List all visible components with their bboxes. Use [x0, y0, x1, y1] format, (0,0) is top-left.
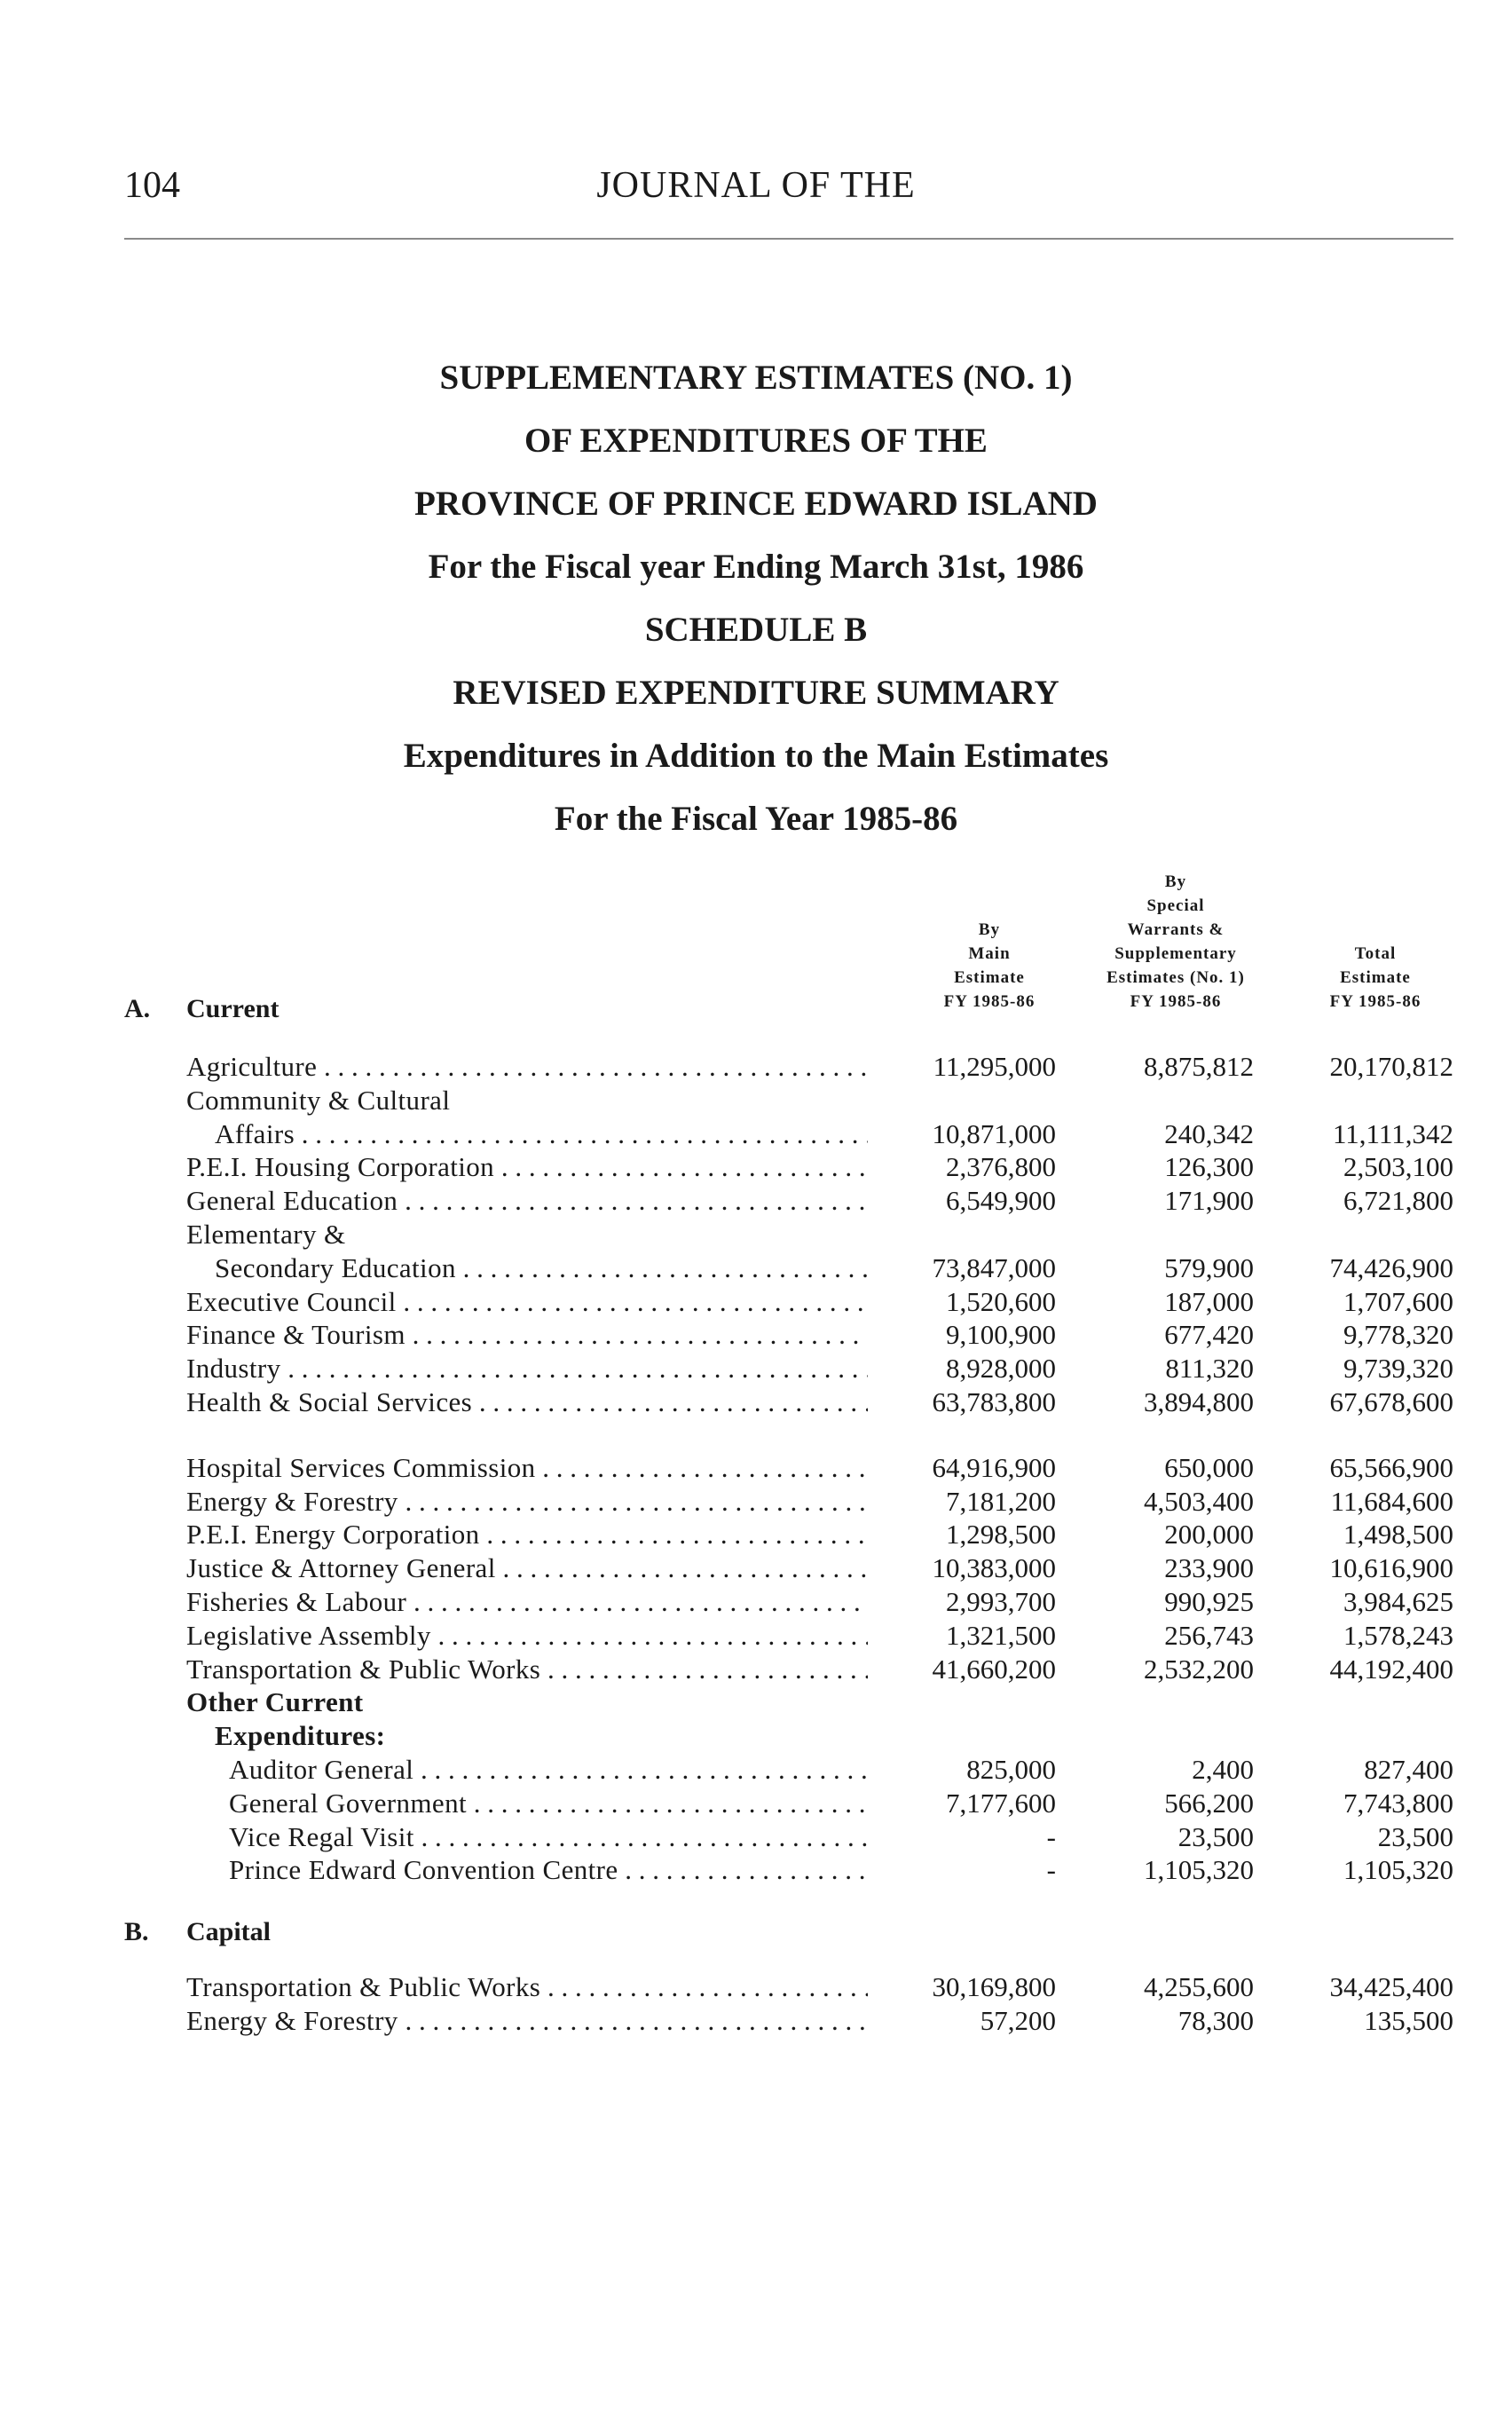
document-title-block	[0, 346, 1512, 850]
total-estimate-value: 135,500	[1364, 2004, 1453, 2036]
special-warrants-value: 8,875,812	[1144, 1051, 1254, 1082]
special-warrants-value: 2,400	[1192, 1753, 1254, 1785]
special-warrants-value: 990,925	[1164, 1585, 1254, 1617]
capital-expenditure-table	[0, 1970, 1512, 2038]
total-estimate-value: 20,170,812	[1329, 1051, 1453, 1082]
row-label: Hospital Services Commission . . .	[186, 1451, 868, 1485]
row-label: Expenditures:	[215, 1720, 386, 1752]
column-header-line: FY 1985-86	[943, 992, 1036, 1011]
row-label: Prince Edward Convention Centre . . .	[229, 1853, 868, 1887]
total-estimate-value: 10,616,900	[1329, 1552, 1453, 1584]
main-estimate-value: 1,520,600	[946, 1285, 1056, 1317]
total-estimate-value: 34,425,400	[1329, 1971, 1453, 2002]
total-estimate-value: 65,566,900	[1329, 1451, 1453, 1483]
main-estimate-value: -	[1046, 1854, 1056, 1886]
row-label: Transportation & Public Works . . .	[186, 1653, 868, 1686]
table-row	[0, 1653, 1512, 1686]
table-row	[0, 1753, 1512, 1787]
table-row	[0, 1787, 1512, 1820]
main-estimate-value: -	[1046, 1820, 1056, 1852]
column-header-line: Total	[1354, 944, 1397, 963]
main-estimate-value: 10,383,000	[932, 1552, 1056, 1584]
column-header-line: Special	[1146, 896, 1205, 915]
page-number: 104	[124, 165, 180, 206]
special-warrants-value: 579,900	[1164, 1251, 1254, 1283]
special-warrants-value: 187,000	[1164, 1285, 1254, 1317]
table-row	[0, 2004, 1512, 2038]
header-rule	[124, 238, 1453, 240]
total-estimate-value: 1,578,243	[1343, 1619, 1453, 1651]
row-label: Other Current	[186, 1686, 364, 1718]
table-row	[0, 1619, 1512, 1653]
table-row	[0, 1685, 1512, 1719]
table-row	[0, 1820, 1512, 1854]
row-label: Affairs . . .	[215, 1117, 868, 1151]
table-row	[0, 1318, 1512, 1352]
total-estimate-value: 74,426,900	[1329, 1251, 1453, 1283]
column-header-line: FY 1985-86	[1130, 992, 1222, 1011]
row-label: Energy & Forestry . . .	[186, 1485, 868, 1519]
section-label-capital: Capital	[186, 1917, 272, 1946]
row-label: Fisheries & Labour . . .	[186, 1585, 868, 1619]
total-estimate-value: 11,111,342	[1332, 1117, 1453, 1149]
total-estimate-value: 7,743,800	[1343, 1787, 1453, 1819]
row-label: Auditor General . . .	[229, 1753, 868, 1787]
total-estimate-value: 827,400	[1364, 1753, 1453, 1785]
table-row	[0, 1184, 1512, 1218]
total-estimate-value: 3,984,625	[1343, 1585, 1453, 1617]
table-row	[0, 1218, 1512, 1251]
row-label: Energy & Forestry . . .	[186, 2004, 868, 2038]
row-label: Agriculture . . .	[186, 1050, 868, 1084]
main-estimate-value: 10,871,000	[932, 1117, 1056, 1149]
main-estimate-value: 8,928,000	[946, 1353, 1056, 1385]
row-label: Elementary &	[186, 1218, 346, 1250]
main-estimate-value: 9,100,900	[946, 1319, 1056, 1351]
row-label: Industry . . .	[186, 1352, 868, 1385]
total-estimate-value: 6,721,800	[1343, 1185, 1453, 1217]
column-header-line: FY 1985-86	[1329, 992, 1421, 1011]
column-header-line: By	[1164, 872, 1187, 891]
row-label: Health & Social Services . . .	[186, 1385, 868, 1419]
total-estimate-value: 9,778,320	[1343, 1319, 1453, 1351]
row-label: Legislative Assembly . . .	[186, 1619, 868, 1653]
row-label: Community & Cultural	[186, 1084, 451, 1116]
special-warrants-value: 650,000	[1164, 1451, 1254, 1483]
total-estimate-value: 1,105,320	[1343, 1854, 1453, 1886]
table-row	[0, 1117, 1512, 1151]
total-estimate-value: 11,684,600	[1330, 1485, 1453, 1517]
column-header-line: Supplementary	[1114, 944, 1237, 963]
row-label: General Education . . .	[186, 1184, 868, 1218]
table-row	[0, 1084, 1512, 1117]
row-label: Justice & Attorney General . . .	[186, 1551, 868, 1585]
special-warrants-value: 677,420	[1164, 1319, 1254, 1351]
table-row	[0, 1485, 1512, 1519]
column-header-special	[1069, 870, 1282, 1014]
special-warrants-value: 171,900	[1164, 1185, 1254, 1217]
section-label-current: Current	[186, 994, 280, 1023]
special-warrants-value: 126,300	[1164, 1151, 1254, 1183]
total-estimate-value: 9,739,320	[1343, 1353, 1453, 1385]
title-line: SUPPLEMENTARY ESTIMATES (NO. 1)	[439, 359, 1073, 397]
running-head: JOURNAL OF THE	[596, 165, 916, 206]
special-warrants-value: 78,300	[1177, 2004, 1254, 2036]
main-estimate-value: 1,321,500	[946, 1619, 1056, 1651]
main-estimate-value: 63,783,800	[932, 1385, 1056, 1417]
table-row	[0, 1719, 1512, 1753]
section-letter-capital: B.	[124, 1917, 149, 1946]
row-spacer	[0, 1419, 1512, 1451]
total-estimate-value: 1,498,500	[1343, 1519, 1453, 1551]
title-line: REVISED EXPENDITURE SUMMARY	[453, 674, 1059, 712]
table-row	[0, 1050, 1512, 1084]
title-line: Expenditures in Addition to the Main Estimates	[403, 737, 1109, 775]
table-row	[0, 1150, 1512, 1184]
total-estimate-value: 2,503,100	[1343, 1151, 1453, 1183]
row-label: Transportation & Public Works . . .	[186, 1970, 868, 2004]
title-line: OF EXPENDITURES OF THE	[524, 422, 988, 460]
column-header-line: By	[978, 920, 1001, 939]
row-label: General Government . . .	[229, 1787, 868, 1820]
main-estimate-value: 30,169,800	[932, 1971, 1056, 2002]
title-line: For the Fiscal year Ending March 31st, 1986	[428, 548, 1084, 586]
special-warrants-value: 2,532,200	[1144, 1653, 1254, 1685]
current-expenditure-table	[0, 1050, 1512, 1887]
column-header-main	[896, 918, 1083, 1014]
row-label: Executive Council . . .	[186, 1285, 868, 1319]
special-warrants-value: 566,200	[1164, 1787, 1254, 1819]
row-label: Vice Regal Visit . . .	[229, 1820, 868, 1854]
row-label: Finance & Tourism . . .	[186, 1318, 868, 1352]
main-estimate-value: 41,660,200	[932, 1653, 1056, 1685]
table-row	[0, 1551, 1512, 1585]
section-letter-current: A.	[124, 994, 151, 1023]
special-warrants-value: 1,105,320	[1144, 1854, 1254, 1886]
total-estimate-value: 44,192,400	[1329, 1653, 1453, 1685]
main-estimate-value: 6,549,900	[946, 1185, 1056, 1217]
table-row	[0, 1385, 1512, 1419]
special-warrants-value: 811,320	[1165, 1353, 1254, 1385]
column-header-line: Estimate	[1340, 968, 1411, 987]
main-estimate-value: 7,177,600	[946, 1787, 1056, 1819]
main-estimate-value: 64,916,900	[932, 1451, 1056, 1483]
title-line: For the Fiscal Year 1985-86	[554, 800, 958, 838]
special-warrants-value: 256,743	[1164, 1619, 1254, 1651]
title-line: PROVINCE OF PRINCE EDWARD ISLAND	[414, 485, 1098, 523]
table-row	[0, 1585, 1512, 1619]
table-row	[0, 1518, 1512, 1551]
special-warrants-value: 4,503,400	[1144, 1485, 1254, 1517]
special-warrants-value: 200,000	[1164, 1519, 1254, 1551]
table-row	[0, 1251, 1512, 1285]
table-row	[0, 1352, 1512, 1385]
row-label: P.E.I. Energy Corporation . . .	[186, 1518, 868, 1551]
row-label: P.E.I. Housing Corporation . . .	[186, 1150, 868, 1184]
column-header-line: Estimate	[954, 968, 1025, 987]
main-estimate-value: 2,376,800	[946, 1151, 1056, 1183]
title-line: SCHEDULE B	[644, 611, 868, 649]
row-label: Secondary Education . . .	[215, 1251, 868, 1285]
column-header-line: Warrants &	[1127, 920, 1225, 939]
main-estimate-value: 825,000	[966, 1753, 1056, 1785]
table-row	[0, 1853, 1512, 1887]
total-estimate-value: 67,678,600	[1329, 1385, 1453, 1417]
column-header-line: Main	[968, 944, 1011, 963]
special-warrants-value: 4,255,600	[1144, 1971, 1254, 2002]
special-warrants-value: 23,500	[1177, 1820, 1254, 1852]
special-warrants-value: 240,342	[1164, 1117, 1254, 1149]
page-header	[0, 0, 1512, 244]
total-estimate-value: 1,707,600	[1343, 1285, 1453, 1317]
main-estimate-value: 2,993,700	[946, 1585, 1056, 1617]
table-row	[0, 1970, 1512, 2004]
column-header-total	[1287, 942, 1464, 1014]
main-estimate-value: 57,200	[980, 2004, 1056, 2036]
main-estimate-value: 11,295,000	[933, 1051, 1056, 1082]
special-warrants-value: 3,894,800	[1144, 1385, 1254, 1417]
main-estimate-value: 7,181,200	[946, 1485, 1056, 1517]
main-estimate-value: 73,847,000	[932, 1251, 1056, 1283]
table-row	[0, 1451, 1512, 1485]
total-estimate-value: 23,500	[1377, 1820, 1453, 1852]
column-header-line: Estimates (No. 1)	[1106, 968, 1245, 987]
special-warrants-value: 233,900	[1164, 1552, 1254, 1584]
table-row	[0, 1285, 1512, 1319]
main-estimate-value: 1,298,500	[946, 1519, 1056, 1551]
